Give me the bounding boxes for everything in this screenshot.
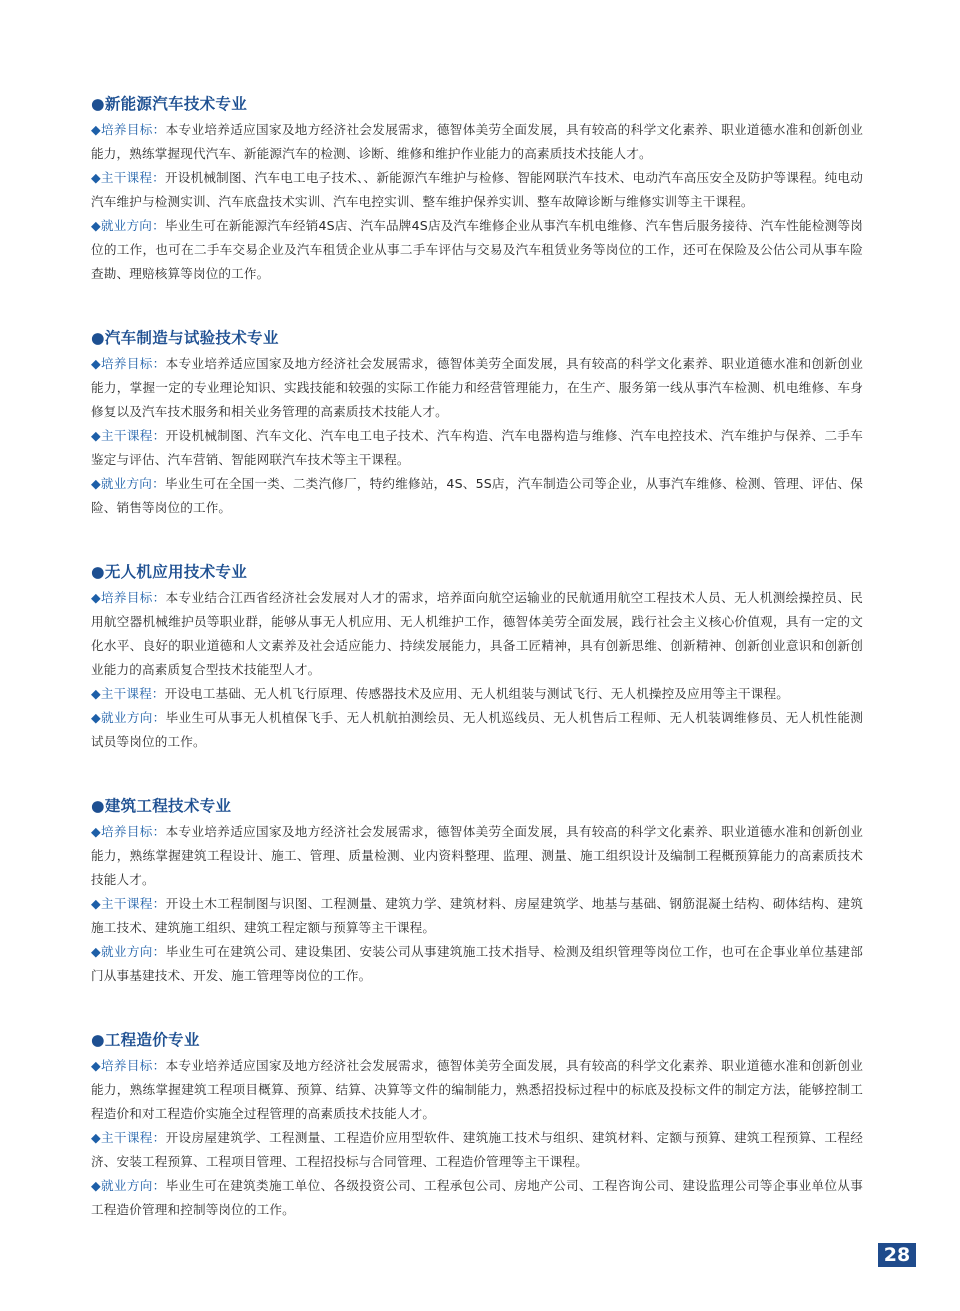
paragraph-text: 毕业生可在全国一类、二类汽修厂，特约维修站，4S、5S店，汽车制造公司等企业，从事汽车维修、检测、管理、评估、保险、销售等岗位的工作。 bbox=[91, 476, 863, 515]
section-construction-engineering bbox=[91, 794, 863, 988]
paragraph-training-goal bbox=[91, 820, 863, 892]
paragraph-text: 本专业培养适应国家及地方经济社会发展需求，德智体美劳全面发展，具有较高的科学文化素养、职业道德水准和创新创业能力，掌握一定的专业理论知识、实践技能和较强的实际工作能力和经营管理能力，在生产、服务第一线从事汽车检测、机电维修、车身修复以及汽车技术服务和相关业务管理的高素质技术技能人才。 bbox=[91, 356, 863, 419]
section-title: ●无人机应用技术专业 bbox=[91, 563, 248, 581]
paragraph-text: 本专业培养适应国家及地方经济社会发展需求，德智体美劳全面发展，具有较高的科学文化素养、职业道德水准和创新创业能力，熟练掌握建筑工程设计、施工、管理、质量检测、业内资料整理、监理、测量、施工组织设计及编制工程概预算能力的高素质技术技能人才。 bbox=[91, 824, 863, 887]
paragraph-text: 本专业培养适应国家及地方经济社会发展需求，德智体美劳全面发展，具有较高的科学文化素养、职业道德水准和创新创业能力，熟练掌握现代汽车、新能源汽车的检测、诊断、维修和维护作业能力的高素质技术技能人才。 bbox=[91, 122, 863, 161]
paragraph-main-courses bbox=[91, 892, 863, 940]
label: ◆培养目标： bbox=[91, 590, 166, 605]
section-title: ●建筑工程技术专业 bbox=[91, 797, 232, 815]
paragraph-main-courses bbox=[91, 1126, 863, 1174]
section-new-energy-vehicle bbox=[91, 92, 863, 286]
section-vehicle-manufacturing bbox=[91, 326, 863, 520]
paragraph-career bbox=[91, 1174, 863, 1222]
paragraph-career bbox=[91, 940, 863, 988]
paragraph-text: 本专业培养适应国家及地方经济社会发展需求，德智体美劳全面发展，具有较高的科学文化素养、职业道德水准和创新创业能力，熟练掌握建筑工程项目概算、预算、结算、决算等文件的编制能力，熟悉招投标过程中的标底及投标文件的制定方法，能够控制工程造价和对工程造价实施全过程管理的高素质技术技能人才。 bbox=[91, 1058, 863, 1121]
label: ◆就业方向： bbox=[91, 476, 165, 491]
label: ◆就业方向： bbox=[91, 1178, 166, 1193]
paragraph-text: 毕业生可在建筑类施工单位、各级投资公司、工程承包公司、房地产公司、工程咨询公司、建设监理公司等企事业单位从事工程造价管理和控制等岗位的工作。 bbox=[91, 1178, 863, 1217]
label: ◆培养目标： bbox=[91, 824, 166, 839]
label: ◆就业方向： bbox=[91, 218, 165, 233]
paragraph-text: 开设机械制图、汽车文化、汽车电工电子技术、汽车构造、汽车电器构造与维修、汽车电控技术、汽车维护与保养、二手车鉴定与评估、汽车营销、智能网联汽车技术等主干课程。 bbox=[91, 428, 863, 467]
paragraph-text: 毕业生可从事无人机植保飞手、无人机航拍测绘员、无人机巡线员、无人机售后工程师、无人机装调维修员、无人机性能测试员等岗位的工作。 bbox=[91, 710, 863, 749]
paragraph-main-courses bbox=[91, 424, 863, 472]
label: ◆培养目标： bbox=[91, 122, 166, 137]
paragraph-text: 毕业生可在建筑公司、建设集团、安装公司从事建筑施工技术指导、检测及组织管理等岗位工作，也可在企事业单位基建部门从事基建技术、开发、施工管理等岗位的工作。 bbox=[91, 944, 863, 983]
section-construction-cost bbox=[91, 1028, 863, 1222]
paragraph-text: 开设土木工程制图与识图、工程测量、建筑力学、建筑材料、房屋建筑学、地基与基础、钢筋混凝土结构、砌体结构、建筑施工技术、建筑施工组织、建筑工程定额与预算等主干课程。 bbox=[91, 896, 863, 935]
paragraph-text: 开设房屋建筑学、工程测量、工程造价应用型软件、建筑施工技术与组织、建筑材料、定额与预算、建筑工程预算、工程经济、安装工程预算、工程项目管理、工程招投标与合同管理、工程造价管理等主干课程。 bbox=[91, 1130, 863, 1169]
label: ◆主干课程： bbox=[91, 170, 165, 185]
paragraph-career bbox=[91, 706, 863, 754]
paragraph-training-goal bbox=[91, 586, 863, 682]
section-title: ●工程造价专业 bbox=[91, 1031, 200, 1049]
label: ◆培养目标： bbox=[91, 1058, 166, 1073]
paragraph-main-courses bbox=[91, 682, 863, 706]
paragraph-text: 本专业结合江西省经济社会发展对人才的需求，培养面向航空运输业的民航通用航空工程技术人员、无人机测绘操控员、民用航空器机械维护员等职业群，能够从事无人机应用、无人机维护工作，德智体美劳全面发展，践行社会主义核心价值观，具有一定的文化水平、良好的职业道德和人文素养及社会适应能力、持续发展能力，具备工匠精神，具有创新思维、创新精神、创新创业意识和创新创业能力的高素质复合型技术技能型人才。 bbox=[91, 590, 863, 677]
label: ◆主干课程： bbox=[91, 428, 166, 443]
paragraph-text: 开设电工基础、无人机飞行原理、传感器技术及应用、无人机组装与测试飞行、无人机操控及应用等主干课程。 bbox=[164, 686, 790, 701]
paragraph-text: 开设机械制图、汽车电工电子技术、、新能源汽车维护与检修、智能网联汽车技术、电动汽车高压安全及防护等课程。纯电动汽车维护与检测实训、汽车底盘技术实训、汽车电控实训、整车维护保养实训、整车故障诊断与维修实训等主干课程。 bbox=[91, 170, 863, 209]
section-title: ●新能源汽车技术专业 bbox=[91, 95, 248, 113]
paragraph-training-goal bbox=[91, 352, 863, 424]
document-body bbox=[91, 92, 863, 1262]
label: ◆就业方向： bbox=[91, 944, 166, 959]
label: ◆就业方向： bbox=[91, 710, 166, 725]
paragraph-training-goal bbox=[91, 1054, 863, 1126]
paragraph-main-courses bbox=[91, 166, 863, 214]
label: ◆主干课程： bbox=[91, 1130, 166, 1145]
section-drone-technology bbox=[91, 560, 863, 754]
paragraph-career bbox=[91, 214, 863, 286]
label: ◆主干课程： bbox=[91, 686, 165, 701]
paragraph-training-goal bbox=[91, 118, 863, 166]
paragraph-career bbox=[91, 472, 863, 520]
label: ◆主干课程： bbox=[91, 896, 166, 911]
label: ◆培养目标： bbox=[91, 356, 166, 371]
paragraph-text: 毕业生可在新能源汽车经销4S店、汽车品牌4S店及汽车维修企业从事汽车机电维修、汽车售后服务接待、汽车性能检测等岗位的工作，也可在二手车交易企业及汽车租赁企业从事二手车评估与交易及汽车租赁业务等岗位的工作，还可在保险及公估公司从事车险查勘、理赔核算等岗位的工作。 bbox=[91, 218, 863, 281]
section-title: ●汽车制造与试验技术专业 bbox=[91, 329, 279, 347]
page-number: 28 bbox=[878, 1243, 916, 1267]
